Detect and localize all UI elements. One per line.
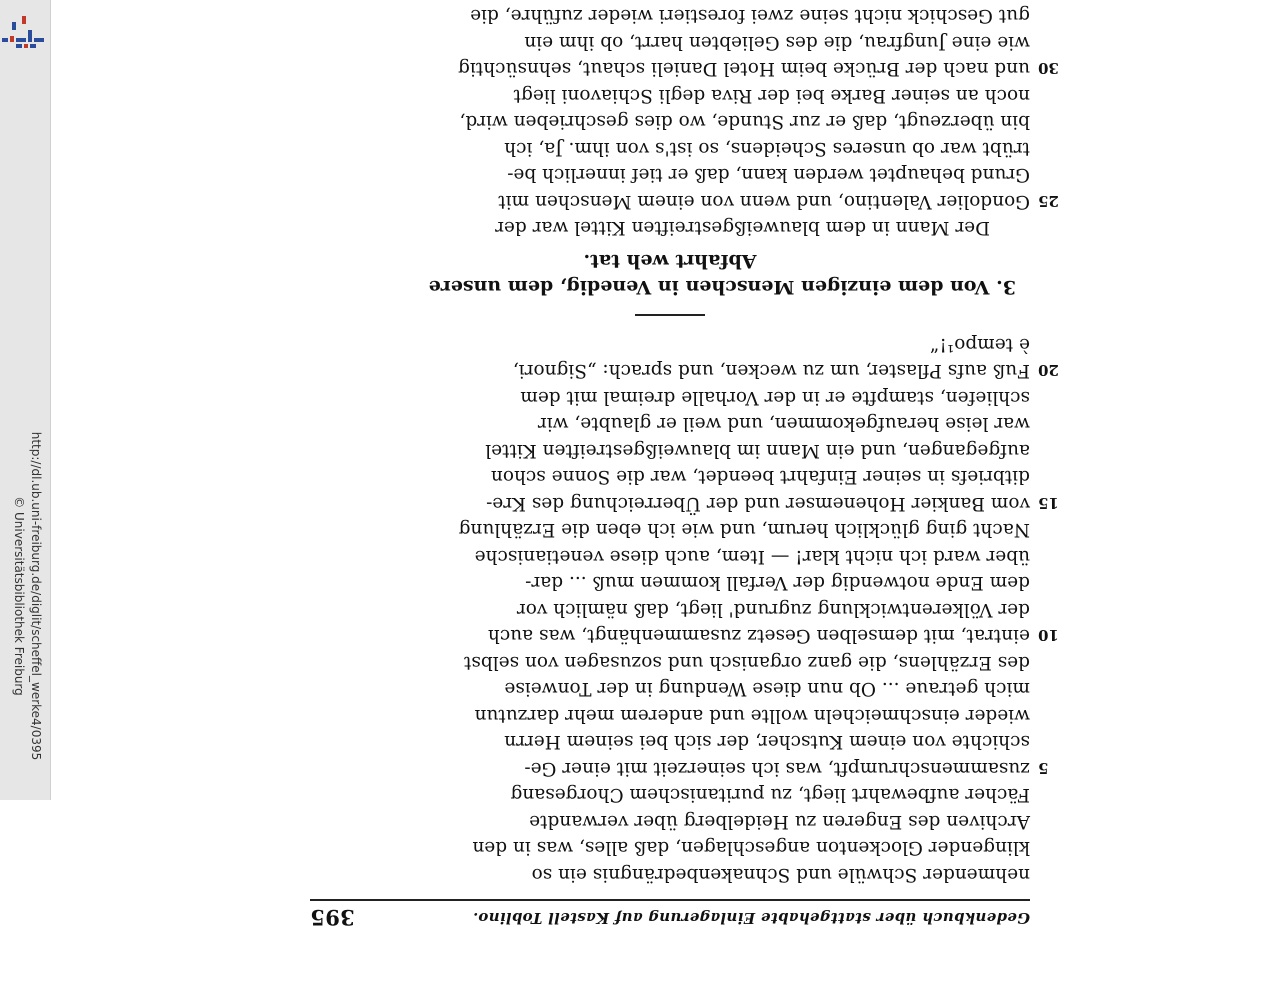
text-block-after (310, 0, 1059, 241)
section-divider (635, 315, 705, 317)
text-line (310, 331, 1030, 358)
line-text: wie eine Jungfrau, die des Geliebten harrt, ob ihm ein (524, 32, 1030, 53)
text-line (310, 214, 1030, 241)
text-line (310, 0, 1030, 2)
text-line (310, 490, 1059, 517)
line-text: schliefen, stampfte er in der Vorhalle dreimal mit dem (520, 387, 1030, 408)
line-text: klingender Glockenton angeschlagen, daß alles, was in den (472, 837, 1030, 859)
line-text: zusammenschrumpft, was ich seinerzeit mit einer Ge- (524, 758, 1030, 779)
source-url[interactable]: http://dl.ub.uni-freiburg.de/diglit/scheffel_werke4/0395 (29, 431, 43, 761)
running-head: Gedenkbuch über stattgehabte Einlagerung auf Kastell Toblino. (472, 909, 1030, 927)
text-line (310, 82, 1030, 109)
line-text: bin überzeugt, daß er zur Stunde, wo dies geschrieben wird, (459, 111, 1030, 133)
text-block-before (310, 331, 1059, 888)
text-line (310, 728, 1030, 755)
page-content-rotated (310, 0, 1059, 935)
text-line (310, 861, 1030, 888)
text-line (310, 463, 1030, 490)
university-logo-icon[interactable] (2, 8, 46, 52)
line-text: dem Ende notwendig der Verfall kommen muß ... dar- (525, 572, 1030, 594)
line-text: schichte von einem Kutscher, der sich bei seinem Herrn (504, 731, 1030, 753)
text-line (310, 702, 1030, 729)
line-text: Nacht ging glücklich herum, und wie ich eben die Erzählung (458, 519, 1030, 541)
text-line (310, 2, 1030, 29)
text-line (310, 437, 1030, 464)
text-line (310, 357, 1059, 384)
line-text: trübt war ob unseres Scheidens, so ist's von ihm. Ja, ich (504, 138, 1030, 159)
copyright-notice: © Universitätsbibliothek Freiburg (12, 496, 26, 696)
text-line (310, 516, 1030, 543)
line-text: der Völkerentwicklung zugrund' liegt, daß nämlich vor (516, 599, 1030, 620)
line-text: ditbriefs in seiner Einfahrt beendet, war die Sonne schon (490, 466, 1030, 488)
line-text: Fuß aufs Pflaster, um zu wecken, und sprach: „Signori, (512, 360, 1030, 382)
page-number: 395 (310, 905, 355, 930)
sidebar-caption (6, 206, 44, 986)
text-line (310, 569, 1030, 596)
text-line (310, 410, 1030, 437)
text-line (310, 161, 1030, 188)
line-text: Fächer aufbewahrt liegt, zu puritanischem Chorgesang (510, 784, 1030, 806)
viewer-sidebar (0, 0, 51, 800)
line-text: è tempo¹!“ (929, 334, 1030, 355)
line-text: und nach der Brücke beim Hotel Danieli schaut, sehnsüchtig (458, 58, 1030, 80)
chapter-heading (310, 249, 1030, 301)
line-text: nehmender Schwüle und Schnakenbedrängnis ein so (531, 864, 1030, 885)
line-text: war leise heraufgekommen, und weil er glaubte, wir (537, 413, 1030, 435)
line-number: 10 (1038, 626, 1059, 645)
chapter-heading-line-2: Abfahrt weh tat. (583, 250, 757, 273)
page-body (310, 0, 1059, 887)
line-text: Der Mann in dem blauweißgestreiften Kittel war der (495, 217, 990, 239)
line-number: 20 (1038, 361, 1059, 380)
page-header (310, 899, 1030, 935)
line-number: 30 (1038, 59, 1059, 78)
text-line (310, 135, 1030, 162)
line-text: eintrat, mit demselben Gesetz zusammenhängt, was auch (487, 625, 1030, 647)
line-number: 15 (1038, 494, 1059, 512)
text-line (310, 781, 1030, 808)
text-line (310, 188, 1059, 215)
line-text: mich getraue ... Ob nun diese Wendung in der Tonweise (504, 678, 1030, 700)
text-line (310, 622, 1059, 649)
text-line (310, 649, 1030, 676)
text-line (310, 596, 1030, 623)
line-text: wieder einschmeicheln wollte und anderem mehr darzutun (474, 705, 1030, 726)
text-line (310, 108, 1030, 135)
line-text: aufgegangen, und ein Mann im blauweißgestreiften Kittel (485, 440, 1030, 461)
text-line (310, 755, 1049, 782)
line-text: Gondolier Valentino, und wenn von einem Menschen mit (498, 191, 1030, 212)
text-line (310, 808, 1030, 835)
text-line (310, 834, 1030, 861)
line-text: gut Geschick nicht seine zwei forestieri wieder zuführe, die (470, 5, 1030, 27)
line-text: des Erzählens, die ganz organisch und sozusagen von selbst (463, 652, 1030, 673)
scanned-page (80, 5, 1260, 930)
line-text: Archiven des Engeren zu Heidelberg über verwandte (529, 811, 1030, 832)
line-number: 25 (1038, 192, 1059, 210)
text-line (310, 543, 1030, 570)
chapter-heading-line-1: 3. Von dem einzigen Menschen in Venedig, dem unsere (428, 276, 1016, 299)
text-line (310, 675, 1030, 702)
line-text: vom Bankier Hohenemser und der Überreichung des Kre- (486, 493, 1030, 514)
text-line (310, 29, 1030, 56)
text-line (310, 384, 1030, 411)
line-text: Grund behauptet werden kann, daß er tief innerlich be- (507, 164, 1030, 186)
line-number: 5 (1038, 759, 1049, 777)
text-line (310, 55, 1059, 82)
line-text: über ward ich nicht klar! — Item, auch diese venetianische (474, 546, 1030, 567)
line-text: noch an seiner Barke bei der Riva degli Schiavoni liegt (513, 85, 1030, 106)
